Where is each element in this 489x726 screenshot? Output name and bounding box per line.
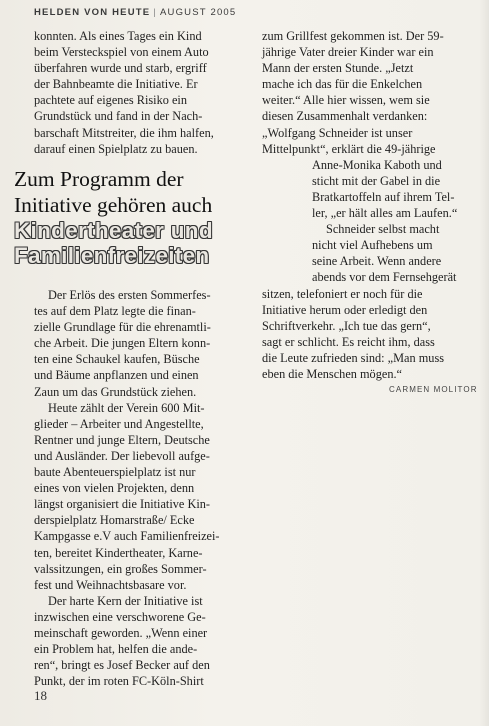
text-line: diesen Zusammenhalt verdanken: — [262, 109, 428, 124]
paragraph-kern — [34, 593, 256, 690]
text-line: Anne-Monika Kaboth und — [312, 157, 442, 172]
left-column-bottom — [34, 287, 256, 689]
text-line: und Ausländer. Der liebevoll aufge- — [34, 448, 210, 463]
text-line: Punkt, der im roten FC-Köln-Shirt — [34, 674, 204, 689]
text-line: sagt er schlicht. Es reicht ihm, dass — [262, 334, 435, 349]
text-line: Initiative herum oder erledigt den — [262, 302, 428, 317]
text-line: nicht viel Aufhebens um — [312, 238, 433, 253]
text-line: che Arbeit. Die jungen Eltern konn- — [34, 336, 211, 351]
text-line: Der Erlös des ersten Sommerfes- — [48, 288, 211, 302]
paragraph-intro — [34, 28, 256, 157]
publication-name: HELDEN VON HEUTE — [34, 7, 151, 18]
headline-subline: Familienfreizeiten — [14, 243, 210, 268]
header-separator: | — [153, 7, 157, 18]
paragraph-sommerfest — [34, 287, 256, 400]
right-column — [262, 28, 487, 382]
text-line: Schriftverkehr. „Ich tue das gern“, — [262, 318, 431, 333]
headline-subline: Kindertheater und — [14, 218, 213, 243]
paragraph-grillfest — [262, 28, 487, 221]
text-line: eben die Menschen mögen.“ — [262, 366, 402, 381]
text-line: und Bäume anpflanzen und einen — [34, 368, 199, 383]
text-line: abends vor dem Fernsehgerät — [312, 270, 457, 285]
section-headline — [14, 166, 274, 268]
text-line: valssitzungen, ein großes Sommer- — [34, 561, 207, 576]
headline-line: Zum Programm der — [14, 167, 184, 191]
paragraph-schneider — [262, 221, 487, 382]
text-line: glieder – Arbeiter und Angestellte, — [34, 416, 204, 431]
text-line: konnten. Als eines Tages ein Kind — [34, 29, 202, 43]
text-line: Der harte Kern der Initiative ist — [48, 593, 203, 608]
text-line: beim Versteckspiel von einem Auto — [34, 45, 209, 60]
text-line: ren“, bringt es Josef Becker auf den — [34, 658, 210, 673]
paragraph-verein — [34, 400, 256, 593]
issue-date: AUGUST 2005 — [160, 7, 237, 18]
text-line: barschaft Mitstreiter, die ihm halfen, — [34, 125, 214, 140]
headline-line: Initiative gehören auch — [14, 193, 213, 217]
text-line: ein Problem hat, helfen die ande- — [34, 642, 198, 657]
text-line: seine Arbeit. Wenn andere — [312, 254, 442, 269]
page-number: 18 — [34, 688, 47, 703]
text-line: derspielplatz Homarstraße/ Ecke — [34, 513, 195, 528]
text-line: Zaun um das Grundstück ziehen. — [34, 384, 197, 399]
text-line: zielle Grundlage für die ehrenamtli- — [34, 320, 211, 335]
running-header — [34, 7, 236, 18]
text-line: überfahren wurde und starb, ergriff — [34, 61, 207, 76]
text-line: inzwischen eine verschworene Ge- — [34, 609, 206, 624]
left-column-top — [34, 28, 256, 157]
text-line: tes auf dem Platz legte die finan- — [34, 304, 196, 319]
text-line: weiter.“ Alle hier wissen, wem sie — [262, 93, 430, 108]
text-line: die Leute zufrieden sind: „Man muss — [262, 350, 445, 365]
text-line: meinschaft geworden. „Wenn einer — [34, 625, 208, 640]
text-line: sticht mit der Gabel in die — [312, 173, 441, 188]
text-line: längst organisiert die Initiative Kin- — [34, 497, 210, 512]
text-line: Mittelpunkt“, erklärt die 49-jährige — [262, 141, 436, 156]
author-byline: CARMEN MOLITOR — [389, 385, 478, 394]
page-edge-shadow — [479, 0, 489, 726]
text-line: der Bahnbeamte die Initiative. Er — [34, 77, 198, 92]
text-line: ten, bereitet Kindertheater, Karne- — [34, 545, 203, 560]
text-line: baute Abenteuerspielplatz ist nur — [34, 465, 196, 480]
text-line: Grundstück und fand in der Nach- — [34, 109, 203, 124]
text-line: jährige Vater dreier Kinder war ein — [262, 45, 434, 60]
text-line: Heute zählt der Verein 600 Mit- — [48, 400, 205, 415]
text-line: „Wolfgang Schneider ist unser — [262, 125, 413, 140]
text-line: Mann der ersten Stunde. „Jetzt — [262, 61, 414, 76]
text-line: darauf einen Spielplatz zu bauen. — [34, 141, 198, 156]
text-line: Rentner und junge Eltern, Deutsche — [34, 432, 210, 447]
text-line: pachtete auf eigenes Risiko ein — [34, 93, 187, 108]
text-line: sitzen, telefoniert er noch für die — [262, 286, 423, 301]
text-line: ten eine Schaukel kaufen, Büsche — [34, 352, 200, 367]
text-line: Kampgasse e.V auch Familienfreizei- — [34, 529, 220, 544]
text-line: Bratkartoffeln auf ihrem Tel- — [312, 189, 455, 204]
text-line: fest und Weihnachtsbasare vor. — [34, 577, 187, 592]
text-line: Schneider selbst macht — [326, 222, 440, 237]
text-line: zum Grillfest gekommen ist. Der 59- — [262, 29, 444, 43]
text-line: eines von vielen Projekten, denn — [34, 481, 195, 496]
text-line: ler, „er hält alles am Laufen.“ — [312, 206, 458, 221]
text-line: mache ich das für die Enkelchen — [262, 77, 423, 92]
